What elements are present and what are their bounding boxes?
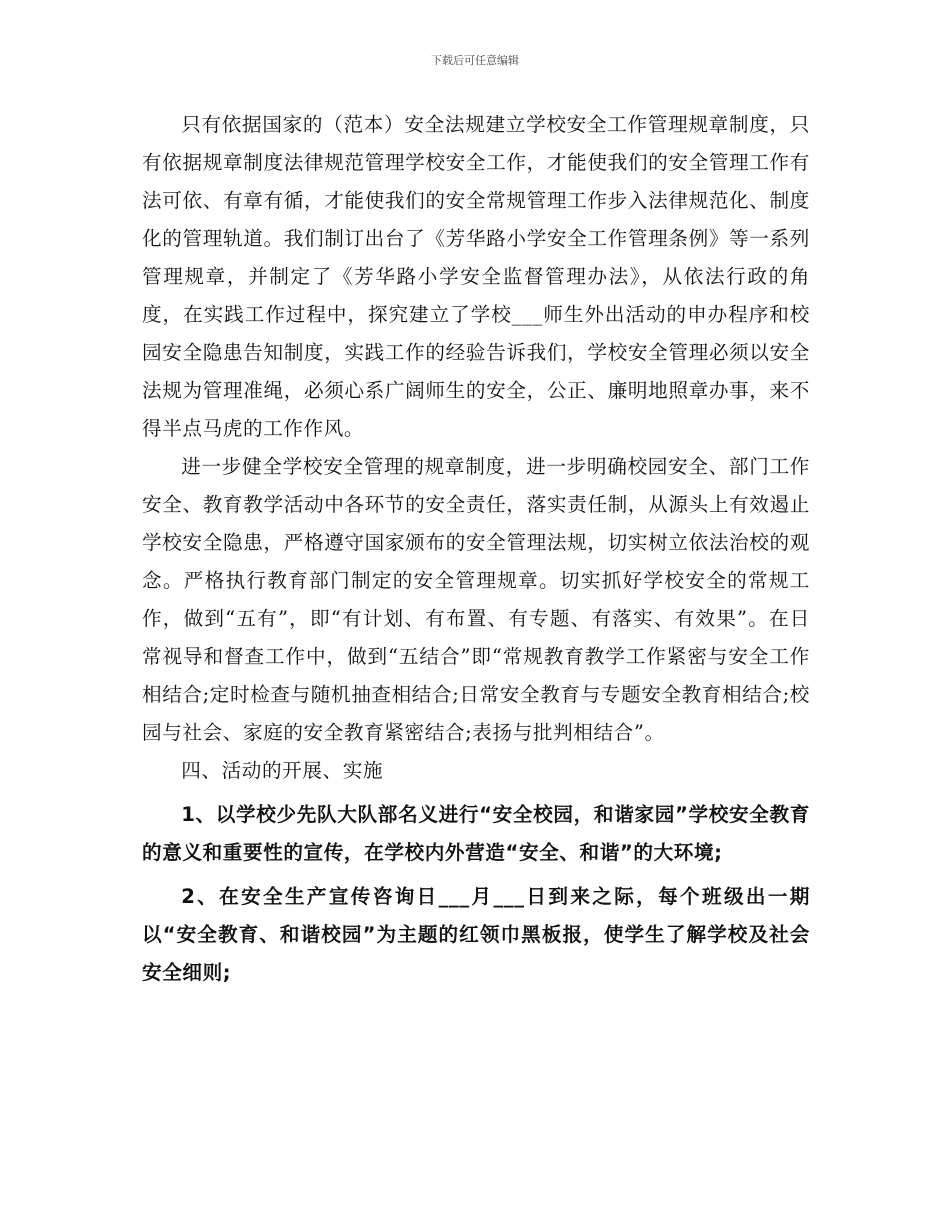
- activity-item-2: 2、在安全生产宣传咨询日___月___日到来之际，每个班级出一期以“安全教育、和谐校园”为主题的红领巾黑板报，使学生了解学校及社会安全细则;: [142, 885, 810, 984]
- section-heading: 四、活动的开展、实施: [181, 759, 384, 782]
- header-note: 下载后可任意编辑: [431, 54, 519, 67]
- activity-item-1: 1、以学校少先队大队部名义进行“安全校园，和谐家园”学校安全教育的意义和重要性的宣传，在学校内外营造“安全、和谐”的大环境;: [142, 803, 810, 864]
- paragraph-rules-system: 进一步健全学校安全管理的规章制度，进一步明确校园安全、部门工作安全、教育教学活动中各环节的安全责任，落实责任制，从源头上有效遏止学校安全隐患，严格遵守国家颁布的安全管理法规，切实树立依法治校的观念。严格执行教育部门制定的安全管理规章。切实抓好学校安全的常规工作，做到“五有”，即“有计划、有布置、有专题、有落实、有效果”。在日常视导和督查工作中，做到“五结合”即“常规教育教学工作紧密与安全工作相结合;定时检查与随机抽查相结合;日常安全教育与专题安全教育相结合;校园与社会、家庭的安全教育紧密结合;表扬与批判相结合”。: [142, 455, 810, 744]
- document-body: [142, 106, 810, 992]
- paragraph-regulations: 只有依据国家的（范本）安全法规建立学校安全工作管理规章制度，只有依据规章制度法律规范管理学校安全工作，才能使我们的安全管理工作有法可依、有章有循，才能使我们的安全常规管理工作步入法律规范化、制度化的管理轨道。我们制订出台了《芳华路小学安全工作管理条例》等一系列管理规章，并制定了《芳华路小学安全监督管理办法》，从依法行政的角度，在实践工作过程中，探究建立了学校___师生外出活动的申办程序和校园安全隐患告知制度，实践工作的经验告诉我们，学校安全管理必须以安全法规为管理准绳，必须心系广阔师生的安全，公正、廉明地照章办事，来不得半点马虎的工作作风。: [142, 113, 810, 440]
